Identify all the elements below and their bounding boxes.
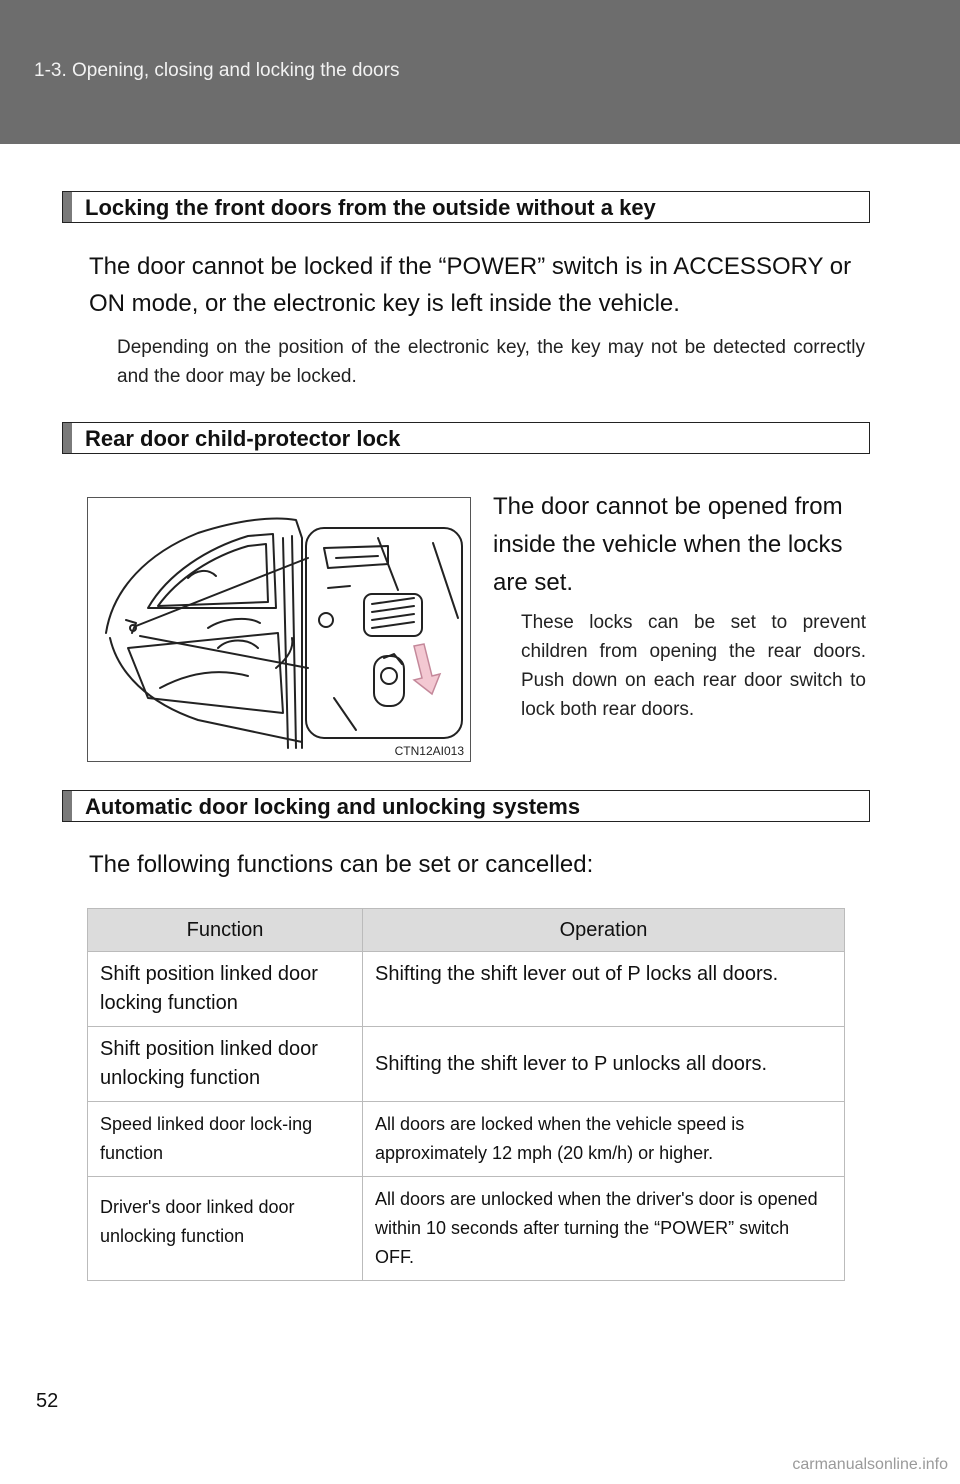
column-header-function: Function [88, 909, 363, 952]
section-heading-automatic-locking [62, 790, 870, 822]
function-cell: Driver's door linked door unlocking function [88, 1177, 363, 1281]
function-cell: Shift position linked door locking function [88, 952, 363, 1027]
section-heading-child-protector [62, 422, 870, 454]
note-child-protector: These locks can be set to prevent children from opening the rear doors. Push down on each rear door switch to lock both rear doors. [521, 612, 866, 720]
heading-marker [63, 192, 72, 222]
heading-marker [63, 423, 72, 453]
heading-title: Automatic door locking and unlocking systems [85, 794, 581, 819]
section-heading-locking-front-doors [62, 191, 870, 223]
heading-title: Locking the front doors from the outside without a key [85, 195, 656, 220]
heading-title: Rear door child-protector lock [85, 426, 401, 451]
car-door-drawing [88, 498, 470, 761]
child-lock-illustration [87, 497, 471, 762]
table-row [88, 1102, 845, 1177]
table-row [88, 952, 845, 1027]
operation-cell: Shifting the shift lever out of P locks all doors. [363, 952, 845, 1027]
column-header-operation: Operation [363, 909, 845, 952]
table-header-row [88, 909, 845, 952]
paragraph-automatic-locking: The following functions can be set or cancelled: [89, 851, 594, 878]
function-cell: Shift position linked door unlocking function [88, 1027, 363, 1102]
heading-marker [63, 791, 72, 821]
watermark: carmanualsonline.info [792, 1456, 948, 1473]
operation-cell: All doors are locked when the vehicle speed is approximately 12 mph (20 km/h) or higher. [363, 1102, 845, 1177]
paragraph-locking-front-doors: The door cannot be locked if the “POWER” switch is in ACCESSORY or ON mode, or the electronic key is left inside the vehicle. [89, 253, 852, 317]
note-locking-front-doors: Depending on the position of the electronic key, the key may not be detected correctly and the door may be locked. [117, 337, 865, 387]
table-row [88, 1177, 845, 1281]
figure-code: CTN12AI013 [394, 744, 464, 758]
paragraph-child-protector: The door cannot be opened from inside the vehicle when the locks are set. [493, 493, 843, 596]
page-number: 52 [36, 1390, 59, 1412]
functions-table [87, 908, 845, 1281]
section-title: 1-3. Opening, closing and locking the doors [34, 60, 400, 81]
table-row [88, 1027, 845, 1102]
operation-cell: All doors are unlocked when the driver's door is opened within 10 seconds after turning the “POWER” switch OFF. [363, 1177, 845, 1281]
operation-cell: Shifting the shift lever to P unlocks all doors. [363, 1027, 845, 1102]
function-cell: Speed linked door lock-ing function [88, 1102, 363, 1177]
header-band [0, 0, 960, 144]
